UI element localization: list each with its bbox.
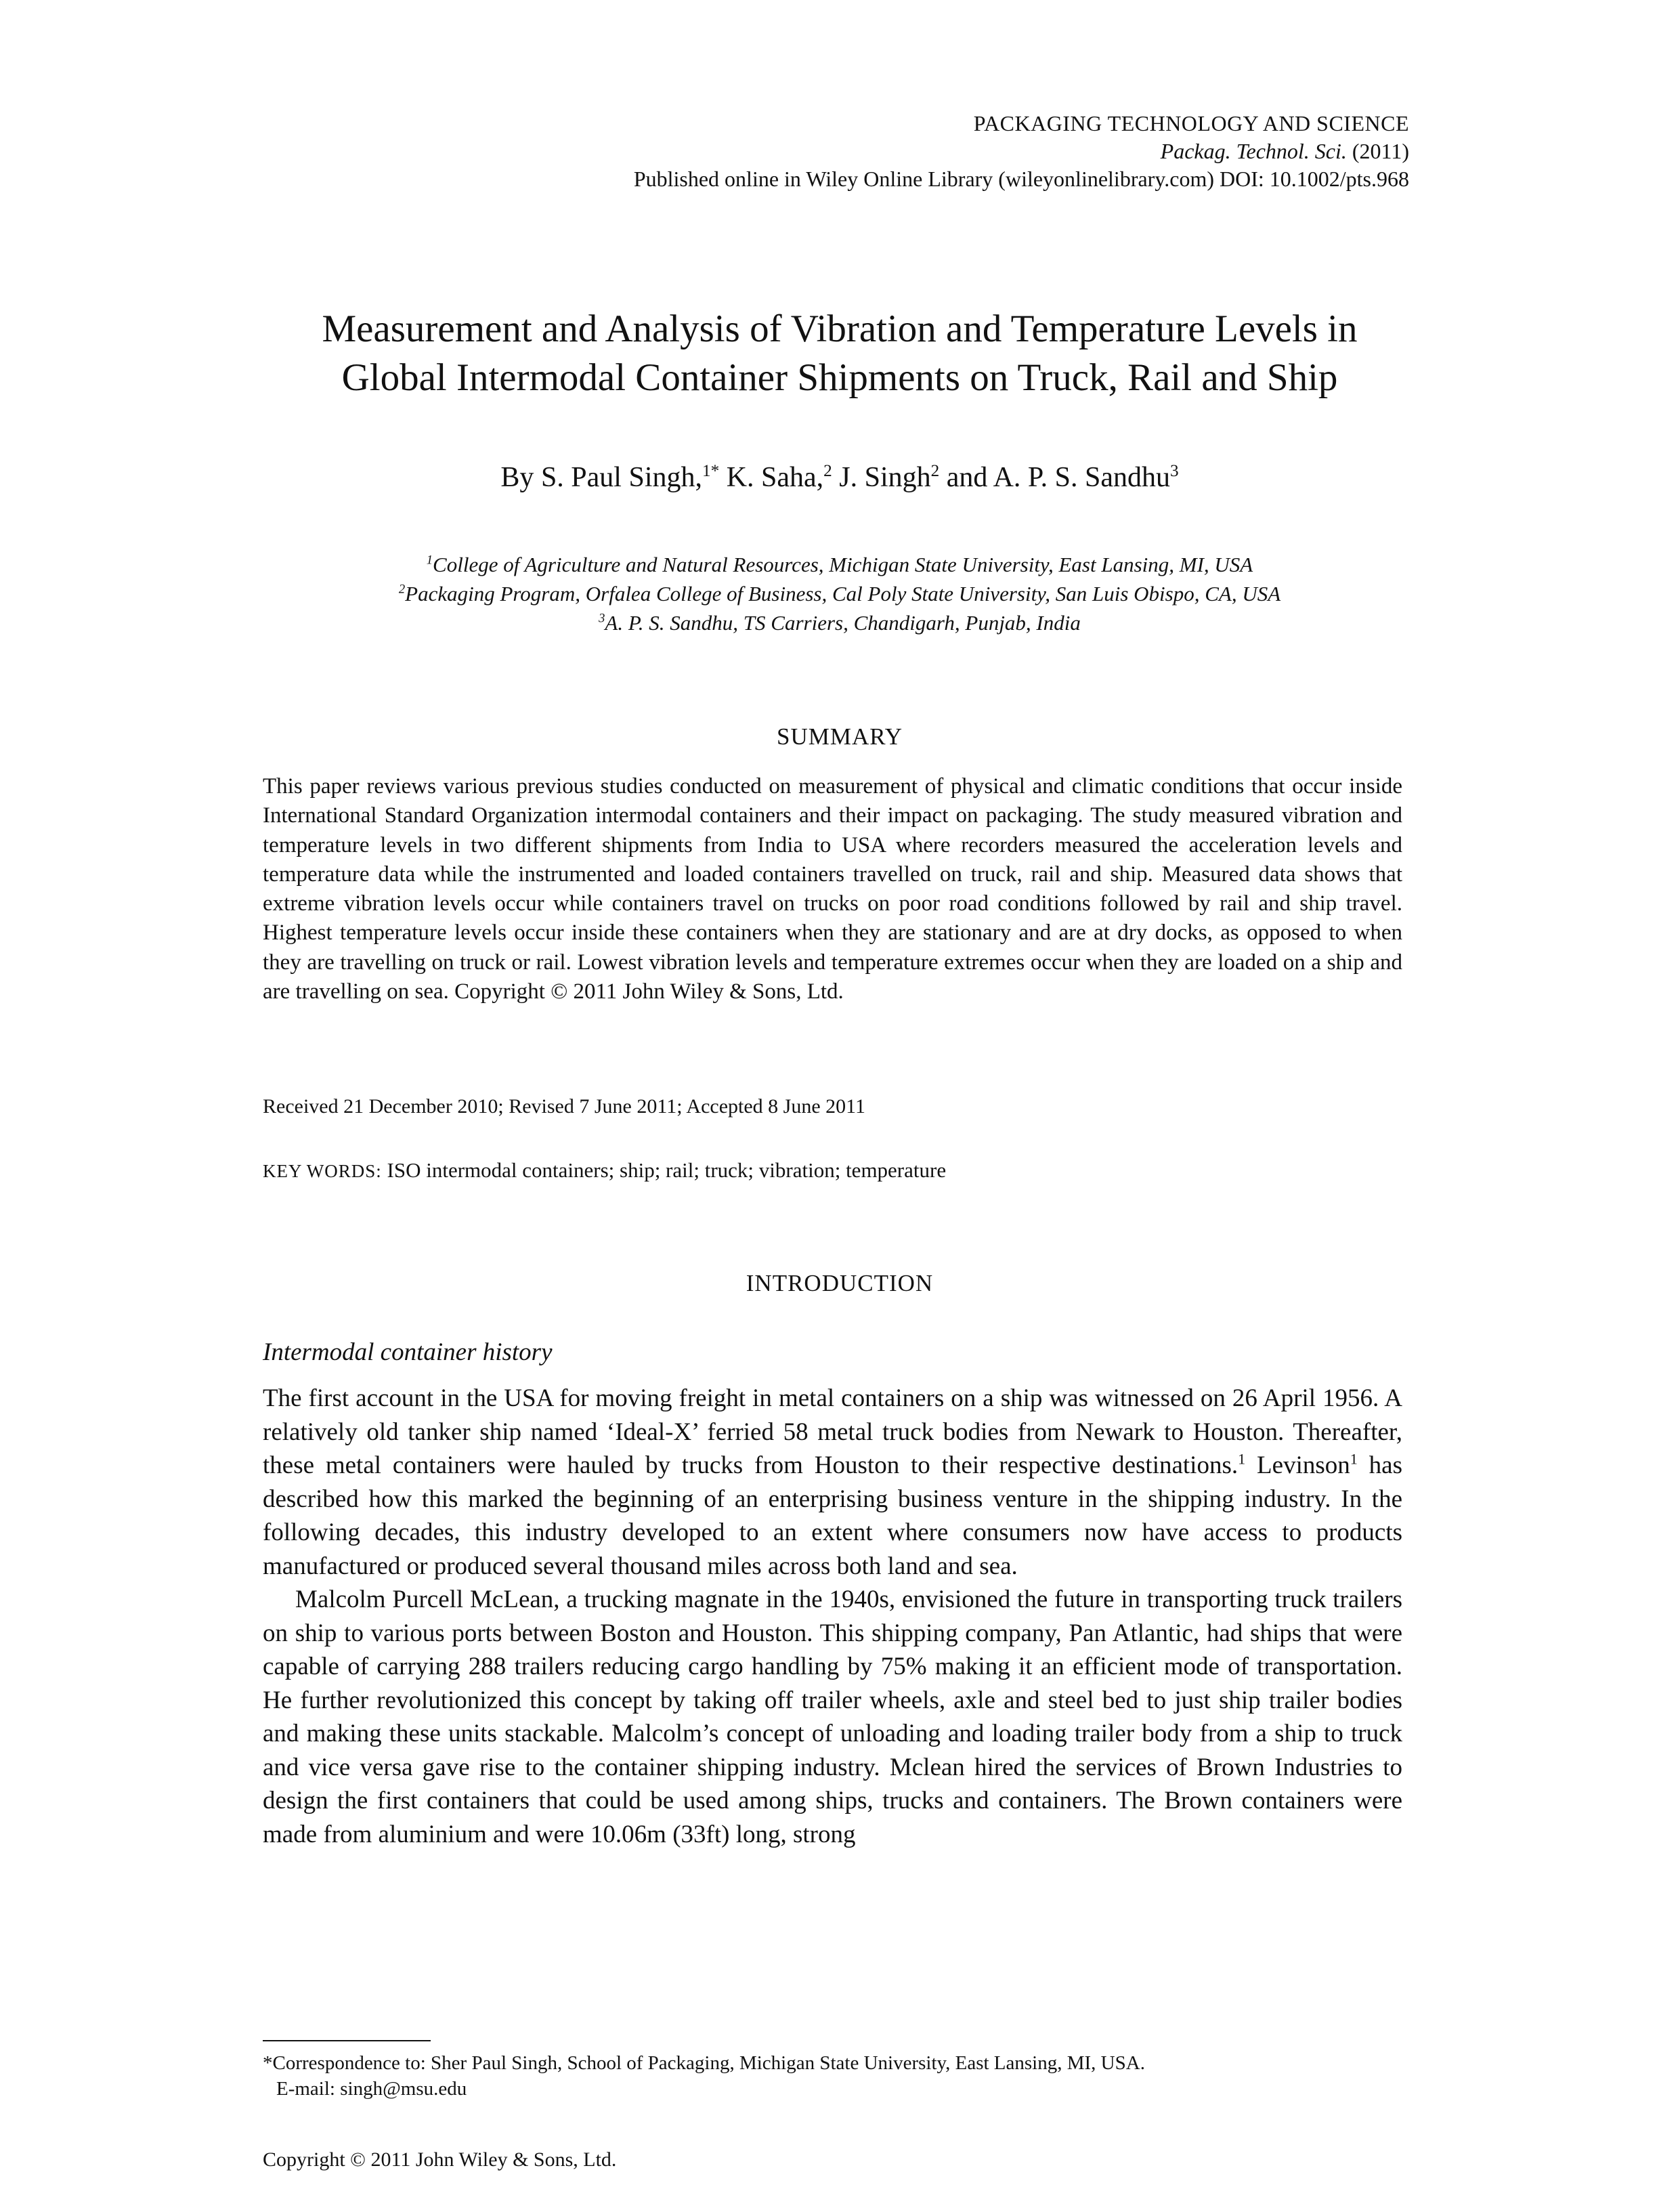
author-4-affil: 3 <box>1169 462 1179 480</box>
intro-subheading: Intermodal container history <box>263 1338 553 1366</box>
paragraph-1-text-b: Levinson <box>1245 1451 1350 1479</box>
author-2-affil: 2 <box>823 462 832 480</box>
abstract-text: This paper reviews various previous studies conducted on measurement of physical and climatic conditions that occur inside International Standard Organization intermodal containers and their impact on packaging. The study measured vibration and temperature levels in two different shipments from India to USA where recorders measured the acceleration levels and temperature data while the instrumented and loaded containers travelled on truck, rail and ship. Measured data shows that extreme vibration levels occur while containers travel on trucks on poor road conditions followed by rail and ship travel. Highest temperature levels occur inside these containers when they are stationary and are at dry docks, as opposed to when they are travelling on truck or rail. Lowest vibration levels and temperature extremes occur when they are loaded on a ship and are travelling on sea. Copyright © 2011 John Wiley & Sons, Ltd. <box>263 774 1402 1004</box>
affiliation-2-text: Packaging Program, Orfalea College of Business, Cal Poly State University, San Luis Obispo, CA, USA <box>405 582 1281 606</box>
paragraph-1-text-a: The first account in the USA for moving freight in metal containers on a ship was witnessed on 26 April 1956. A relatively old tanker ship named ‘Ideal-X’ ferried 58 metal truck bodies from Newark to Houston. Thereafter, these metal containers were hauled by trucks from Houston to their respective destinations. <box>263 1384 1402 1479</box>
affiliation-2 <box>203 579 1476 608</box>
author-3: J. Singh <box>839 462 931 493</box>
intro-paragraph-2: Malcolm Purcell McLean, a trucking magnate in the 1940s, envisioned the future in transporting truck trailers on ship to various ports between Boston and Houston. This shipping company, Pan Atlantic, had ships that were capable of carrying 288 trailers reducing cargo handling by 75% making it an efficient mode of transportation. He further revolutionized this concept by taking off trailer wheels, axle and steel bed to just ship trailer bodies and making these units stackable. Malcolm’s concept of unloading and loading trailer body from a ship to truck and vice versa gave rise to the container shipping industry. Mclean hired the services of Brown Industries to design the first containers that could be used among ships, trucks and containers. The Brown containers were made from aluminium and were 10.06m (33ft) long, strong <box>263 1586 1402 1848</box>
footnote-email: E-mail: singh@msu.edu <box>276 2078 467 2100</box>
intro-paragraph-1 <box>263 1382 1402 1583</box>
affiliation-1-text: College of Agriculture and Natural Resources, Michigan State University, East Lansing, MI, USA <box>433 553 1253 576</box>
citation-ref: 1 <box>1350 1450 1358 1468</box>
affiliation-1 <box>203 550 1476 579</box>
affiliation-1-marker: 1 <box>426 553 433 568</box>
copyright-notice: Copyright © 2011 John Wiley & Sons, Ltd. <box>263 2148 617 2171</box>
affiliations <box>203 550 1476 637</box>
submission-dates: Received 21 December 2010; Revised 7 June 2011; Accepted 8 June 2011 <box>263 1095 866 1118</box>
journal-year: (2011) <box>1352 139 1409 163</box>
author-2: K. Saha, <box>726 462 824 493</box>
keywords-label: KEY WORDS: <box>263 1161 382 1181</box>
author-3-affil: 2 <box>930 462 940 480</box>
footnote-line-1: *Correspondence to: Sher Paul Singh, School of Packaging, Michigan State University, East Lansing, MI, USA. <box>263 2052 1145 2074</box>
affiliation-2-marker: 2 <box>398 582 406 597</box>
author-list <box>203 459 1476 496</box>
paragraph-1-text-c: has described how this marked the beginning of an enterprising business venture in the shipping industry. In the following decades, this industry developed to an extent where consumers now have access to products manufactured or produced several thousand miles across both land and sea. <box>263 1451 1403 1580</box>
correspondence-footnote <box>263 2050 1402 2102</box>
journal-citation <box>634 137 1409 165</box>
title-line-1: Measurement and Analysis of Vibration and Temperature Levels in <box>322 307 1358 350</box>
introduction-heading: INTRODUCTION <box>746 1270 934 1296</box>
affiliation-3-text: A. P. S. Sandhu, TS Carriers, Chandigarh, Punjab, India <box>605 611 1081 635</box>
keywords <box>263 1158 946 1183</box>
author-1: S. Paul Singh, <box>540 462 702 493</box>
intro-body <box>263 1382 1402 1851</box>
citation-ref: 1 <box>1238 1450 1246 1468</box>
affiliation-3 <box>203 608 1476 637</box>
paper-title <box>203 305 1476 402</box>
author-4: A. P. S. Sandhu <box>993 462 1170 493</box>
publication-info: Published online in Wiley Online Library (wileyonlinelibrary.com) DOI: 10.1002/pts.968 <box>633 167 1409 191</box>
journal-header <box>634 110 1409 193</box>
title-line-2: Global Intermodal Container Shipments on Truck, Rail and Ship <box>341 356 1338 399</box>
journal-abbrev: Packag. Technol. Sci. <box>1160 139 1347 163</box>
summary-heading: SUMMARY <box>777 723 903 750</box>
author-1-affil: 1* <box>702 462 720 480</box>
keywords-text: ISO intermodal containers; ship; rail; truck; vibration; temperature <box>387 1158 947 1182</box>
author-prefix: By <box>500 462 534 493</box>
footnote-divider <box>263 2040 431 2041</box>
journal-name: PACKAGING TECHNOLOGY AND SCIENCE <box>973 111 1409 135</box>
affiliation-3-marker: 3 <box>599 611 605 626</box>
author-conjunction: and <box>946 462 988 493</box>
